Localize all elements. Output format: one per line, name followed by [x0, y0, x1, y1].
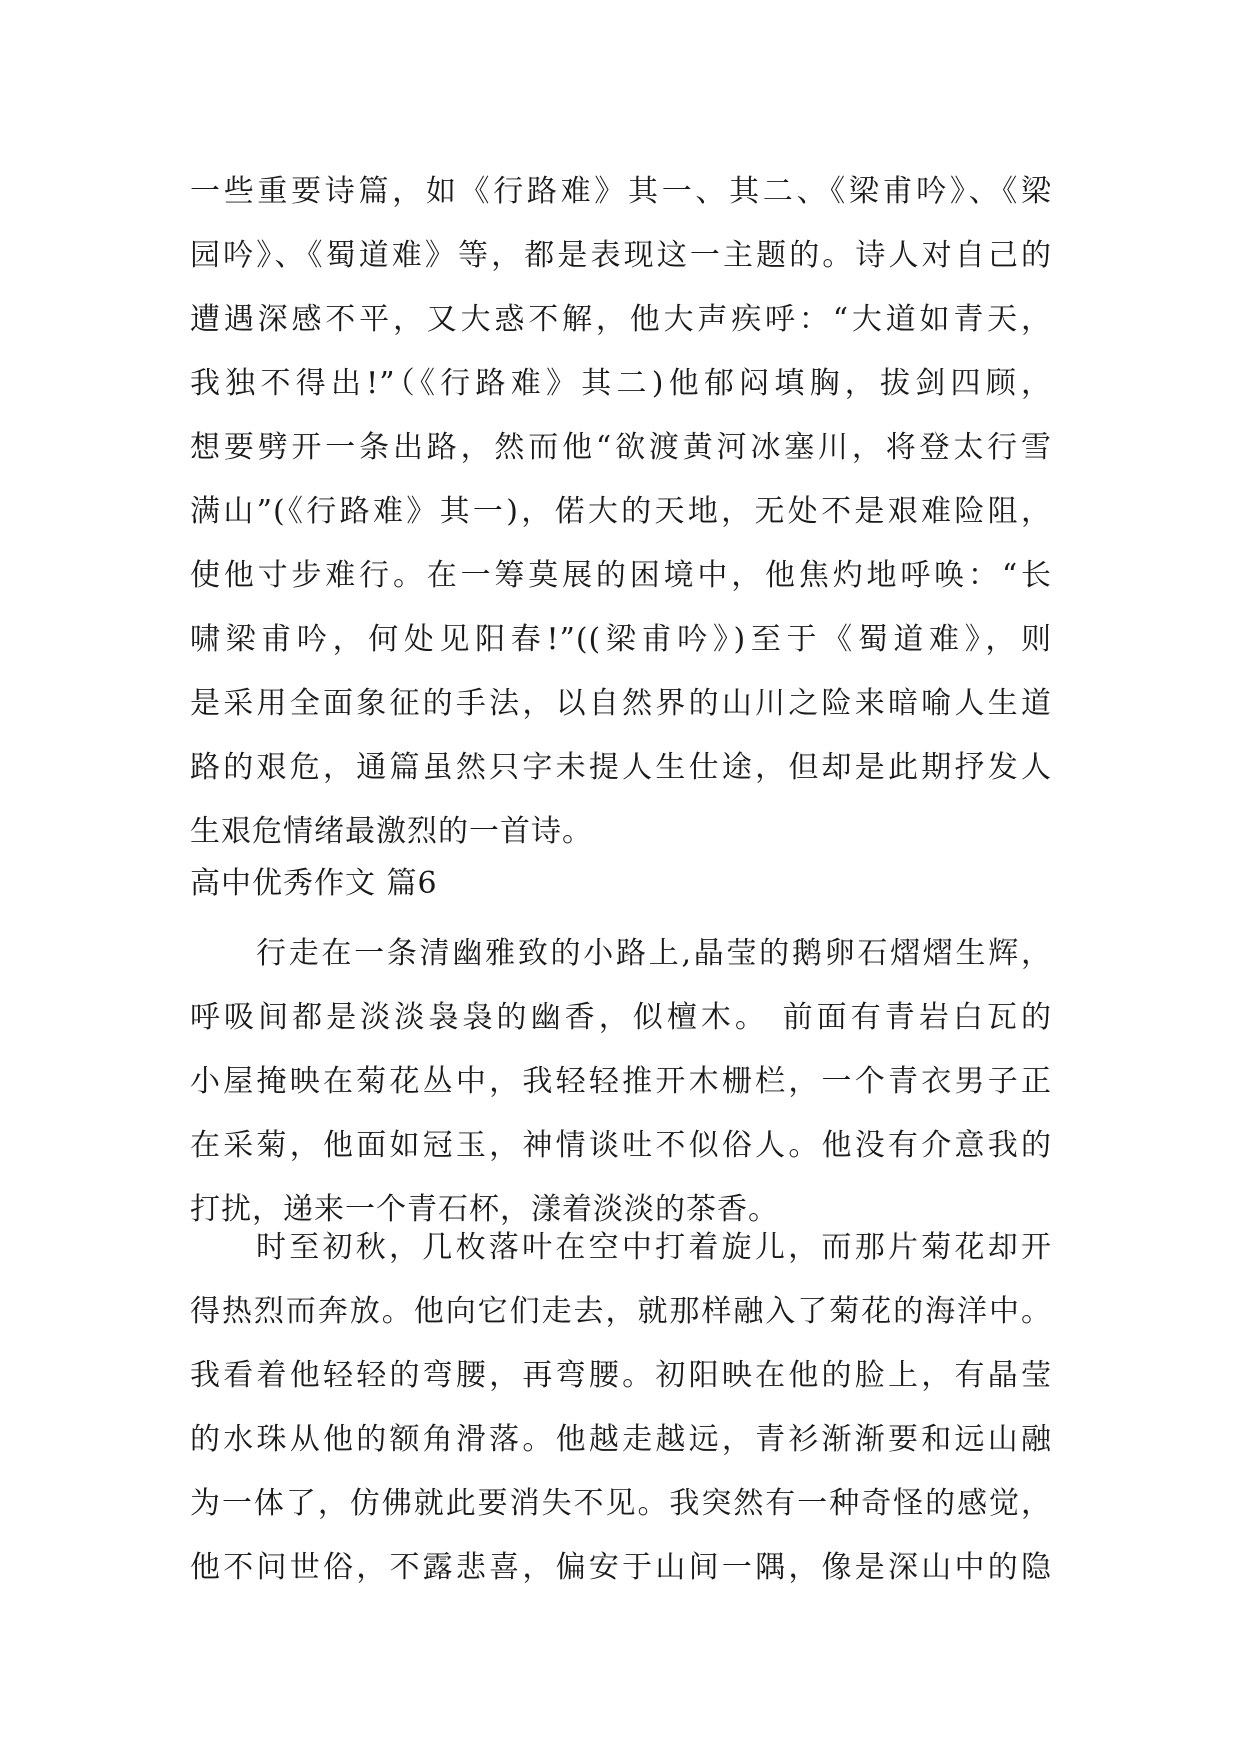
text-line: 啸梁甫吟，何处见阳春!”((梁甫吟》)至于《蜀道难》，则	[190, 622, 1052, 657]
essay-6-heading: 高中优秀作文 篇6	[190, 866, 438, 901]
text-line: 我看着他轻轻的弯腰，再弯腰。初阳映在他的脸上，有晶莹	[190, 1358, 1052, 1393]
text-line: 生艰危情绪最激烈的一首诗。	[190, 814, 593, 849]
text-line: 他不问世俗，不露悲喜，偏安于山间一隅，像是深山中的隐	[190, 1550, 1052, 1585]
text-line: 在采菊，他面如冠玉，神情谈吐不似俗人。他没有介意我的	[190, 1128, 1052, 1163]
essay-6-paragraph-2	[190, 1216, 1052, 1600]
text-line: 是采用全面象征的手法，以自然界的山川之险来暗喻人生道	[190, 686, 1052, 721]
text-line: 得热烈而奔放。他向它们走去，就那样融入了菊花的海洋中。	[190, 1294, 1052, 1329]
essay-6-heading-block	[190, 852, 1052, 916]
text-line: 呼吸间都是淡淡袅袅的幽香，似檀木。 前面有青岩白瓦的	[190, 1000, 1052, 1035]
text-line: 一些重要诗篇，如《行路难》其一、其二、《梁甫吟》、《梁	[190, 174, 1052, 209]
text-line: 时至初秋，几枚落叶在空中打着旋儿，而那片菊花却开	[256, 1230, 1052, 1265]
text-line: 使他寸步难行。在一筹莫展的困境中，他焦灼地呼唤：“长	[190, 558, 1052, 593]
essay-6-paragraph-1	[190, 922, 1052, 1242]
text-line: 我独不得出!”（《行路难》其二)他郁闷填胸，拔剑四顾，	[190, 366, 1052, 401]
text-line: 满山”(《行路难》其一)，偌大的天地，无处不是艰难险阻，	[190, 494, 1052, 529]
text-line: 小屋掩映在菊花丛中，我轻轻推开木栅栏，一个青衣男子正	[190, 1064, 1052, 1099]
text-line: 遭遇深感不平，又大惑不解，他大声疾呼：“大道如青天，	[190, 302, 1052, 337]
text-line: 的水珠从他的额角滑落。他越走越远，青衫渐渐要和远山融	[190, 1422, 1052, 1457]
text-line: 园吟》、《蜀道难》等，都是表现这一主题的。诗人对自己的	[190, 238, 1052, 273]
text-line: 行走在一条清幽雅致的小路上,晶莹的鹅卵石熠熠生辉，	[256, 936, 1052, 971]
text-line: 为一体了，仿佛就此要消失不见。我突然有一种奇怪的感觉，	[190, 1486, 1052, 1521]
essay-5-tail-paragraph	[190, 160, 1052, 864]
text-line: 路的艰危，通篇虽然只字未提人生仕途，但却是此期抒发人	[190, 750, 1052, 785]
text-line: 打扰，递来一个青石杯，漾着淡淡的茶香。	[190, 1192, 779, 1227]
text-line: 想要劈开一条出路，然而他“欲渡黄河冰塞川，将登太行雪	[190, 430, 1052, 465]
